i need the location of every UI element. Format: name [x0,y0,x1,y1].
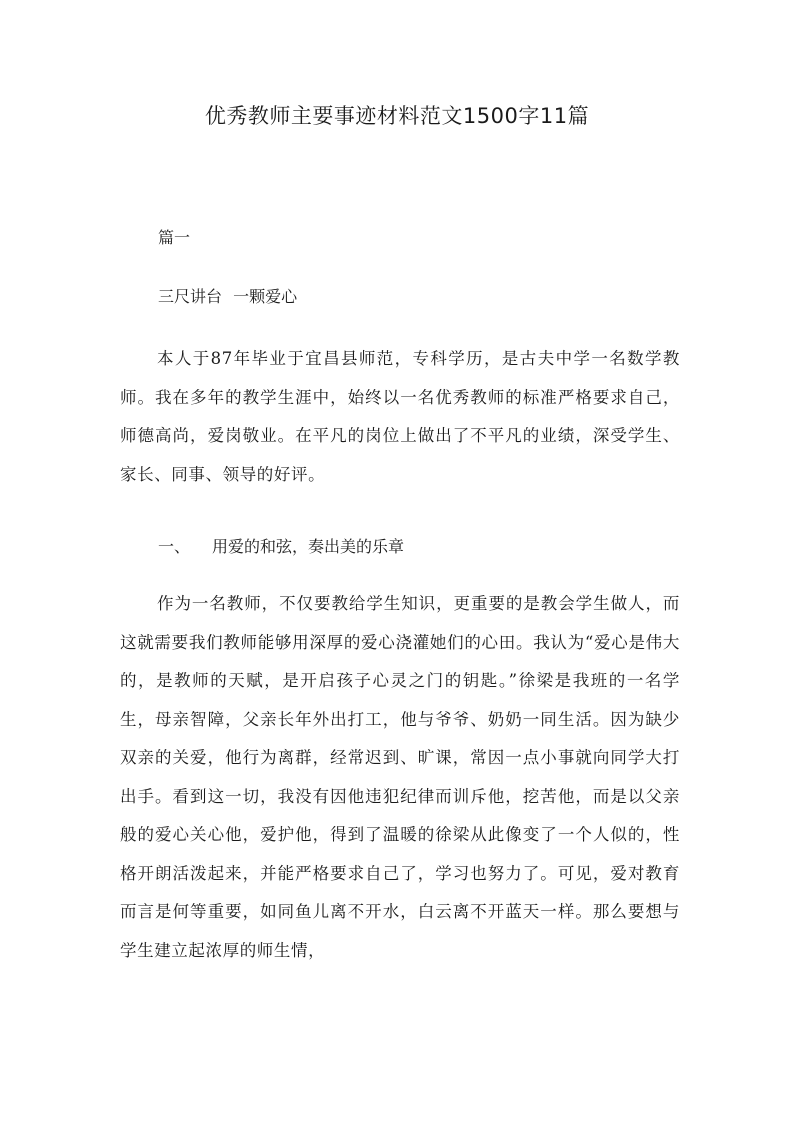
section-heading-one [158,533,404,561]
body-paragraph-intro: 本人于87年毕业于宜昌县师范，专科学历，是古夫中学一名数学教师。我在多年的教学生涯中，始终以一名优秀教师的标准严格要求自己，师德高尚，爱岗敬业。在平凡的岗位上做出了不平凡的业绩，深受学生、家长、同事、领导的好评。 [120,349,680,484]
heading-text: 用爱的和弦，奏出美的乐章 [212,537,405,556]
body-paragraph-love: 作为一名教师，不仅要教给学生知识，更重要的是教会学生做人，而这就需要我们教师能够用深厚的爱心浇灌她们的心田。我认为“爱心是伟大的，是教师的天赋，是开启孩子心灵之门的钥匙。”徐梁是我班的一名学生，母亲智障，父亲长年外出打工，他与爷爷、奶奶一同生活。因为缺少双亲的关爱，他行为离群，经常迟到、旷课，常因一点小事就向同学大打出手。看到这一切，我没有因他违犯纪律而训斥他，挖苦他，而是以父亲般的爱心关心他，爱护他，得到了温暖的徐梁从此像变了一个人似的，性格开朗活泼起来，并能严格要求自己了，学习也努力了。可见，爱对教育而言是何等重要，如同鱼儿离不开水，白云离不开蓝天一样。那么要想与学生建立起浓厚的师生情， [120,594,680,960]
heading-number: 一、 [158,537,191,556]
document-title: 优秀教师主要事迹材料范文1500字11篇 [204,104,590,128]
article-subtitle: 三尺讲台 一颗爱心 [158,287,298,306]
section-label: 篇一 [158,228,191,247]
